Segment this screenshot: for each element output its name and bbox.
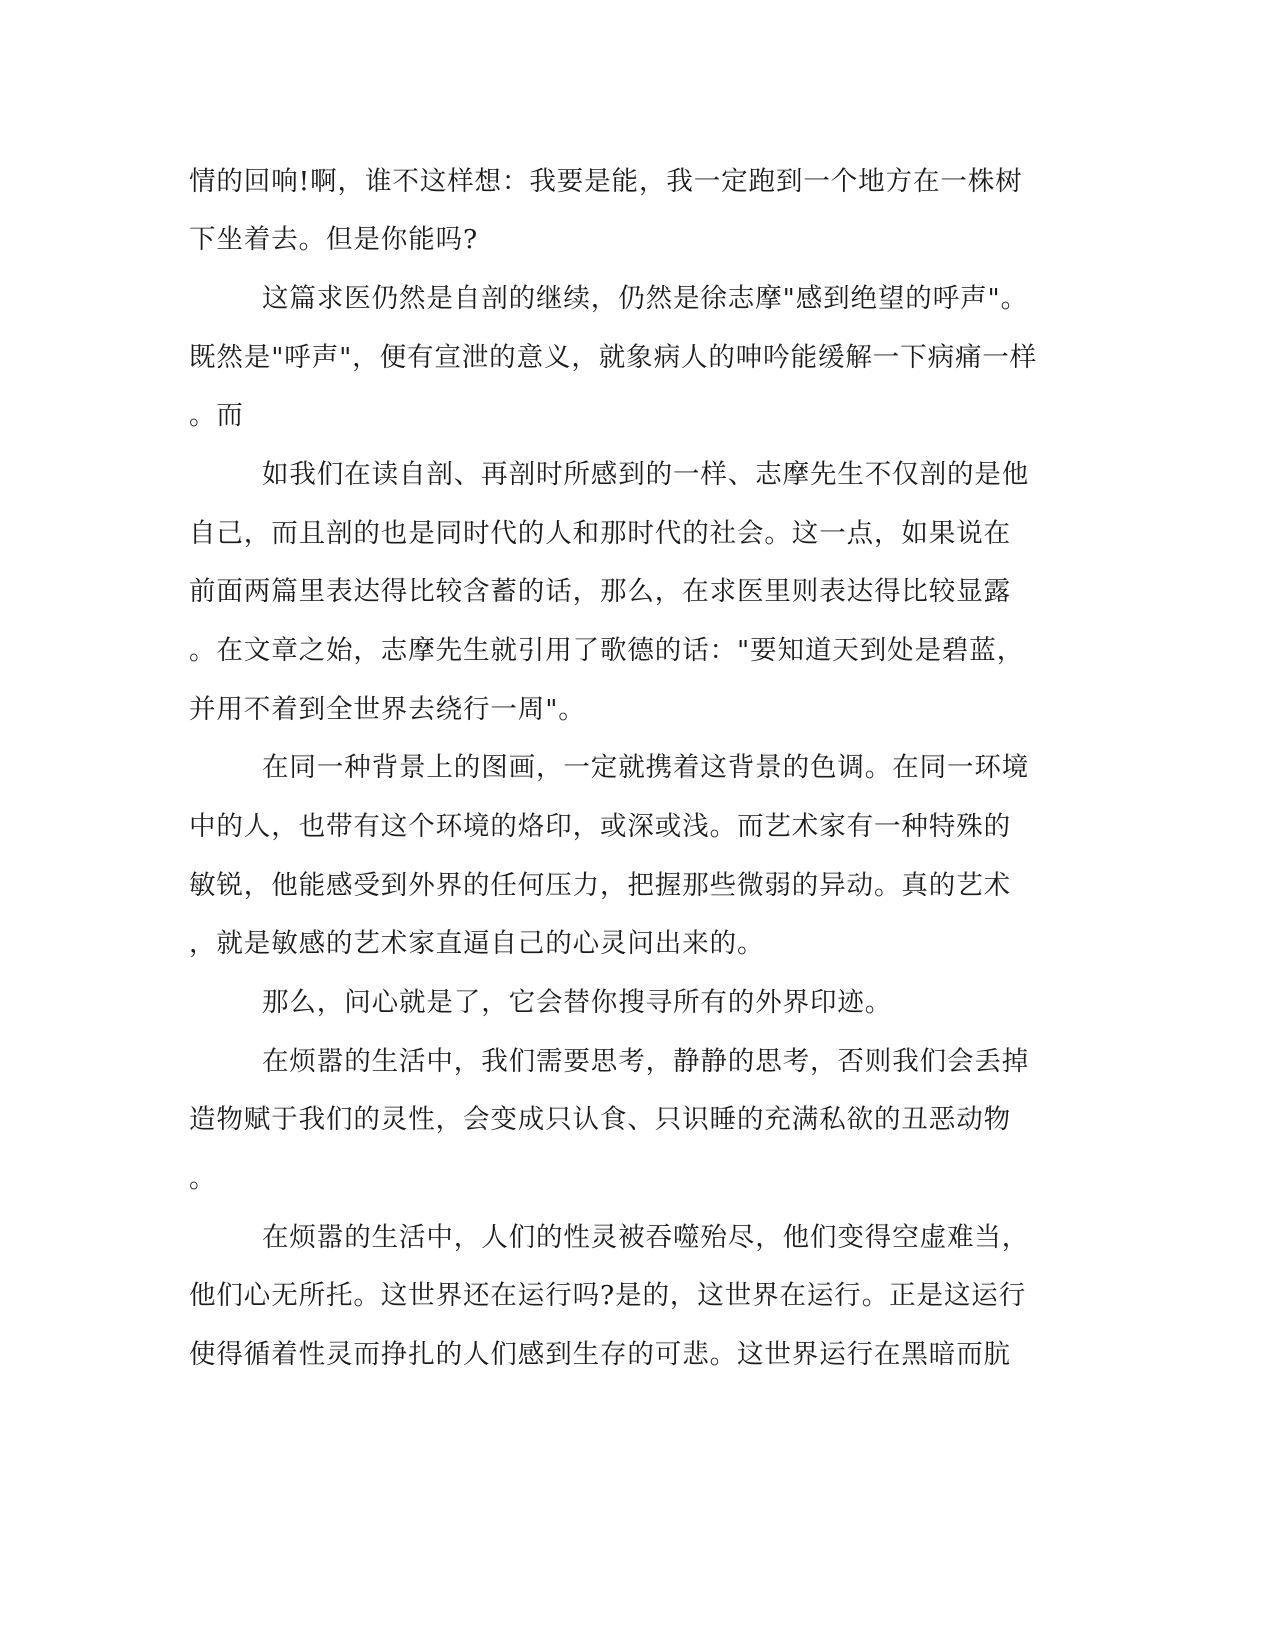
text-line: 他们心无所托。这世界还在运行吗?是的，这世界在运行。正是这运行 (189, 1280, 1027, 1311)
text-line: ，就是敏感的艺术家直逼自己的心灵问出来的。 (189, 928, 765, 959)
paragraph-start-line: 那么，问心就是了，它会替你搜寻所有的外界印迹。 (262, 987, 893, 1018)
text-line: 。而 (189, 400, 244, 431)
text-line: 。 (189, 1163, 217, 1194)
paragraph-start-line: 如我们在读自剖、再剖时所感到的一样、志摩先生不仅剖的是他 (262, 459, 1030, 490)
text-line: 造物赋于我们的灵性，会变成只认食、只识睡的充满私欲的丑恶动物 (189, 1104, 1011, 1135)
text-line: 。在文章之始，志摩先生就引用了歌德的话："要知道天到处是碧蓝， (189, 635, 1025, 666)
paragraph-start-line: 在烦嚣的生活中，我们需要思考，静静的思考，否则我们会丢掉 (262, 1046, 1030, 1077)
text-line: 情的回响!啊，谁不这样想：我要是能，我一定跑到一个地方在一株树 (189, 166, 1023, 197)
text-line: 并用不着到全世界去绕行一周"。 (189, 694, 586, 725)
text-line: 中的人，也带有这个环境的烙印，或深或浅。而艺术家有一种特殊的 (189, 811, 1011, 842)
paragraph-start-line: 在烦嚣的生活中，人们的性灵被吞噬殆尽，他们变得空虚难当， (262, 1222, 1030, 1253)
text-line: 敏锐，他能感受到外界的任何压力，把握那些微弱的异动。真的艺术 (189, 870, 1011, 901)
text-line: 下坐着去。但是你能吗? (189, 224, 479, 255)
text-line: 自己，而且剖的也是同时代的人和那时代的社会。这一点，如果说在 (189, 518, 1011, 549)
paragraph-start-line: 在同一种背景上的图画，一定就携着这背景的色调。在同一环境 (262, 752, 1030, 783)
text-line: 前面两篇里表达得比较含蓄的话，那么，在求医里则表达得比较显露 (189, 576, 1011, 607)
paragraph-start-line: 这篇求医仍然是自剖的继续，仍然是徐志摩"感到绝望的呼声"。 (262, 283, 1028, 314)
text-line: 使得循着性灵而挣扎的人们感到生存的可悲。这世界运行在黑暗而肮 (189, 1339, 1011, 1370)
text-line: 既然是"呼声"，便有宣泄的意义，就象病人的呻吟能缓解一下病痛一样 (189, 342, 1038, 373)
